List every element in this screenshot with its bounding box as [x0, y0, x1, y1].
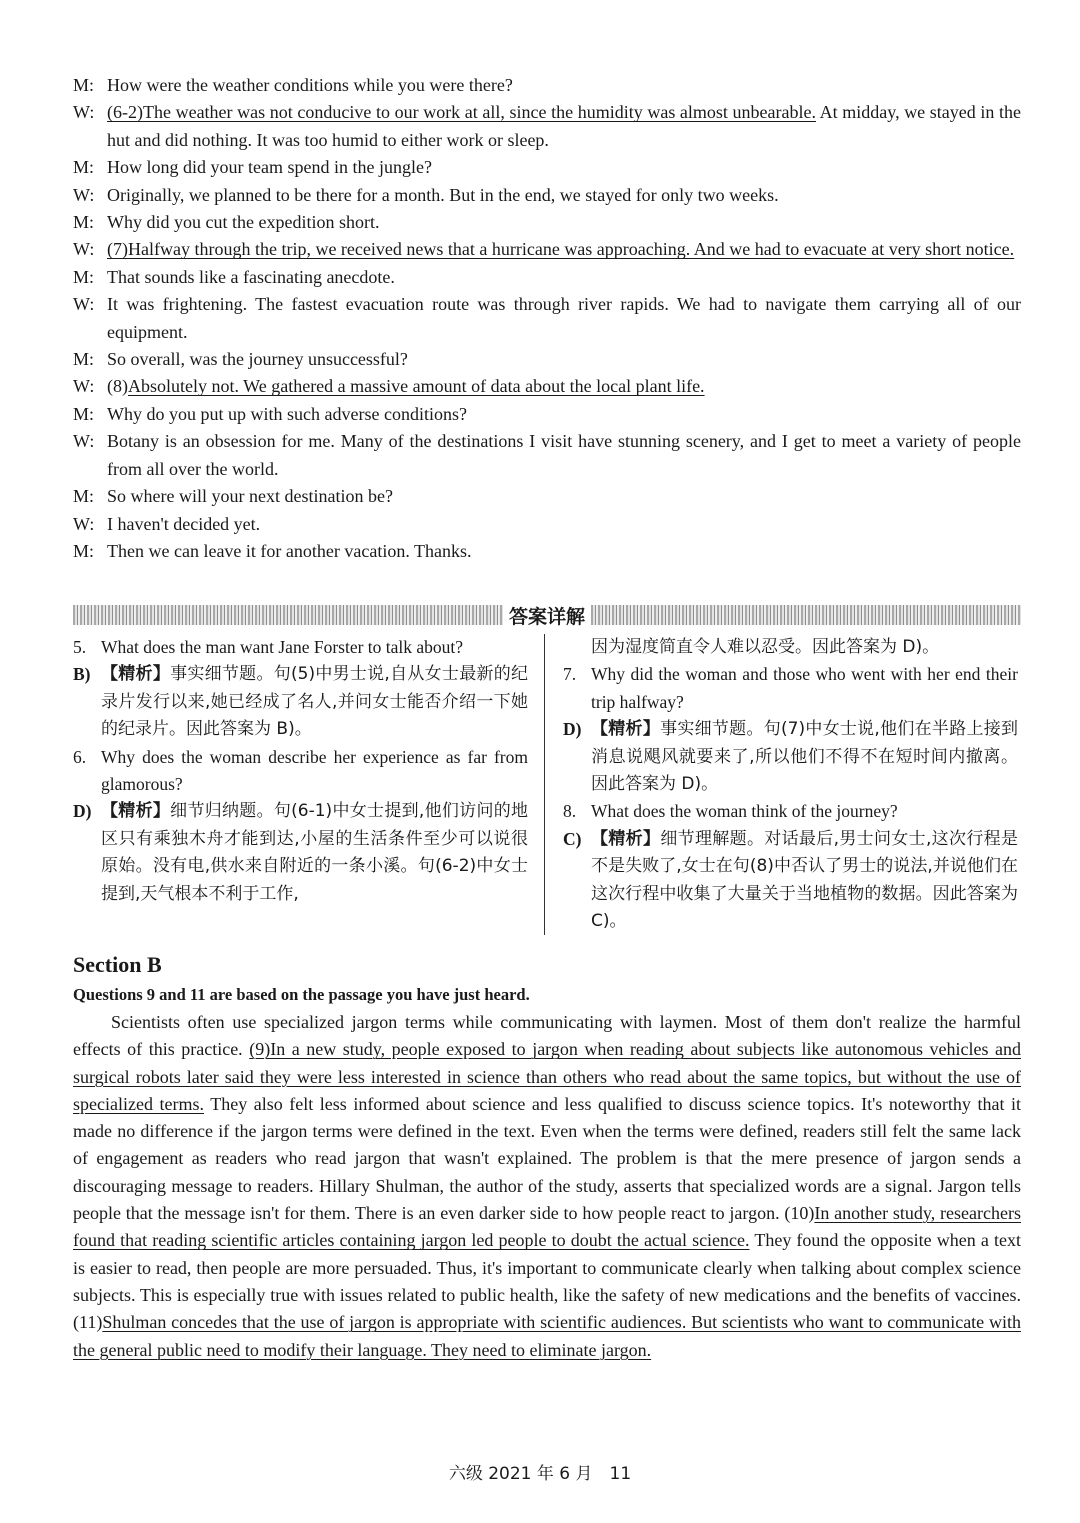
turn-text: Why did you cut the expedition short. [107, 212, 380, 233]
dialogue-turn [73, 483, 1021, 510]
analysis-text: 【精析】细节归纳题。句(6-1)中女士提到,他们访问的地区只有乘独木舟才能到达,小屋的生活条件至少可以说很原始。没有电,供水来自附近的一条小溪。句(6-2)中女士提到,天气根本不利于工作, [101, 801, 529, 904]
dialogue-turn [73, 154, 1021, 181]
page-footer: 六级 2021 年 6 月 11 [448, 1464, 632, 1484]
answer-letter: C) [563, 828, 582, 849]
question-text: What does the woman think of the journey? [591, 801, 898, 822]
speaker-label: M: [73, 349, 95, 370]
answer-column-left [73, 634, 545, 935]
dialogue-turn [73, 511, 1021, 538]
question-text: Why does the woman describe her experience as far from glamorous? [101, 746, 528, 795]
section-instructions: Questions 9 and 11 are based on the passage you have just heard. [73, 985, 530, 1004]
answer-source-underline: Shulman concedes that the use of jargon is appropriate with scientific audiences. But scientists who want to communicate with the general public need to modify their language. They need to eliminate jargon. [73, 1312, 1021, 1360]
speaker-label: M: [73, 540, 95, 561]
question-item [563, 798, 1018, 825]
dialogue-transcript [73, 72, 1021, 565]
banner-pattern-left [73, 605, 503, 625]
banner-title: 答案详解 [509, 605, 586, 628]
answer-column-right [545, 634, 1018, 935]
answer-key-banner [73, 602, 1021, 628]
turn-text: How were the weather conditions while you were there? [107, 75, 513, 95]
question-number: 6. [73, 746, 87, 767]
analysis-continuation: 因为湿度简直令人难以忍受。因此答案为 D)。 [591, 637, 940, 657]
speaker-label: W: [73, 376, 95, 397]
dialogue-turn [73, 72, 1021, 99]
answer-source-underline: (7)Halfway through the trip, we received news that a hurricane was approaching. And we had to evacuate at very short notice. [107, 239, 1015, 260]
question-text: What does the man want Jane Forster to talk about? [101, 637, 464, 657]
question-item [73, 634, 528, 661]
question-number: 8. [563, 801, 577, 822]
answer-source-underline: In another study, researchers found that reading scientific articles containing jargon led people to doubt the actual science. [73, 1203, 1021, 1251]
turn-text: Botany is an obsession for me. Many of the destinations I visit have stunning scenery, and I get to meet a variety of people from all over the world. [107, 431, 1021, 479]
answer-source-underline: Absolutely not. We gathered a massive amount of data about the local plant life. [128, 376, 705, 397]
turn-text: (8)Absolutely not. We gathered a massive amount of data about the local plant life. [107, 376, 705, 397]
speaker-label: M: [73, 75, 95, 95]
answer-analysis [563, 716, 1018, 798]
question-text: Why did the woman and those who went with her end their trip halfway? [591, 664, 1018, 712]
speaker-label: W: [73, 431, 95, 452]
dialogue-turn [73, 428, 1021, 483]
turn-text: (6-2)The weather was not conducive to our work at all, since the humidity was almost unbearable. At midday, we stayed in the hut and did nothing. It was too humid to either work or sleep. [107, 102, 1021, 150]
turn-text: Why do you put up with such adverse conditions? [107, 403, 467, 424]
turn-text: It was frightening. The fastest evacuation route was through river rapids. We had to navigate them carrying all of our equipment. [107, 294, 1021, 342]
speaker-label: M: [73, 212, 95, 233]
turn-text: So overall, was the journey unsuccessful? [107, 349, 408, 370]
analysis-text: 【精析】事实细节题。句(5)中男士说,自从女士最新的纪录片发行以来,她已经成了名人,并问女士能否介绍一下她的纪录片。因此答案为 B)。 [101, 664, 529, 740]
answer-letter: D) [563, 719, 582, 740]
answer-analysis [563, 826, 1018, 936]
answer-explanations [73, 634, 1021, 935]
turn-text: Originally, we planned to be there for a month. But in the end, we stayed for only two weeks. [107, 184, 779, 205]
answer-analysis [73, 798, 528, 908]
turn-text: So where will your next destination be? [107, 486, 393, 507]
speaker-label: M: [73, 157, 95, 178]
dialogue-turn [73, 346, 1021, 373]
section-title: Section B [73, 952, 162, 977]
question-item [563, 661, 1018, 716]
dialogue-turn [73, 236, 1021, 263]
passage-text: Scientists often use specialized jargon terms while communicating with laymen. Most of them don't realize the harmful effects of this practice. (9)In a new study, people exposed to jargon when reading about subjects like autonomous vehicles and surgical robots later said they were less interested in science than others who read about the same topics, but without the use of specialized terms. They also felt less informed about science and less qualified to discuss science topics. It's noteworthy that it made no difference if the jargon terms were defined in the text. Even when the terms were defined, readers still felt the same lack of engagement as readers who read jargon that wasn't explained. The problem is that the mere presence of jargon sends a discouraging message to readers. Hillary Shulman, the author of the study, asserts that specialized words are a signal. Jargon tells people that the message isn't for them. There is an even darker side to how people react to jargon. (10)In another study, researchers found that reading scientific articles containing jargon led people to doubt the actual science. They found the opposite when a text is easier to read, then people are more persuaded. Thus, it's important to communicate clearly when talking about complex science subjects. This is especially true with issues related to public health, like the safety of new medications and the benefits of vaccines. (11)Shulman concedes that the use of jargon is appropriate with scientific audiences. But scientists who want to communicate with the general public need to modify their language. They need to eliminate jargon. [73, 1012, 1021, 1360]
answer-letter: B) [73, 664, 91, 685]
answer-letter: D) [73, 801, 92, 822]
analysis-text: 【精析】细节理解题。对话最后,男士问女士,这次行程是不是失败了,女士在句(8)中否认了男士的说法,并说他们在这次行程中收集了大量关于当地植物的数据。因此答案为 C)。 [591, 828, 1018, 932]
dialogue-turn [73, 264, 1021, 291]
question-number: 5. [73, 637, 87, 657]
dialogue-turn [73, 373, 1021, 400]
turn-text: How long did your team spend in the jungle? [107, 157, 432, 178]
dialogue-turn [73, 209, 1021, 236]
turn-text: That sounds like a fascinating anecdote. [107, 266, 395, 287]
answer-analysis [73, 661, 528, 743]
answer-source-underline: (6-2)The weather was not conducive to our work at all, since the humidity was almost unbearable. [107, 102, 817, 123]
speaker-label: W: [73, 102, 95, 123]
question-item [73, 744, 528, 799]
turn-text: Then we can leave it for another vacation. Thanks. [107, 540, 472, 561]
dialogue-turn [73, 182, 1021, 209]
answer-source-underline: (9)In a new study, people exposed to jargon when reading about subjects like autonomous vehicles and surgical robots later said they were less interested in science than others who read about the same topics, but without the use of specialized terms. [73, 1039, 1021, 1114]
speaker-label: W: [73, 239, 95, 260]
turn-text: I haven't decided yet. [107, 513, 261, 534]
question-number: 7. [563, 664, 577, 685]
analysis-text: 【精析】事实细节题。句(7)中女士说,他们在半路上接到消息说飓风就要来了,所以他们不得不在短时间内撤离。因此答案为 D)。 [591, 719, 1019, 795]
dialogue-turn [73, 538, 1021, 565]
speaker-label: M: [73, 486, 95, 507]
speaker-label: W: [73, 513, 95, 534]
dialogue-turn [73, 401, 1021, 428]
dialogue-turn [73, 291, 1021, 346]
speaker-label: M: [73, 403, 95, 424]
speaker-label: M: [73, 266, 95, 287]
speaker-label: W: [73, 294, 95, 315]
turn-text [107, 236, 1021, 263]
dialogue-turn [73, 99, 1021, 154]
speaker-label: W: [73, 184, 95, 205]
banner-pattern-right [591, 605, 1021, 625]
